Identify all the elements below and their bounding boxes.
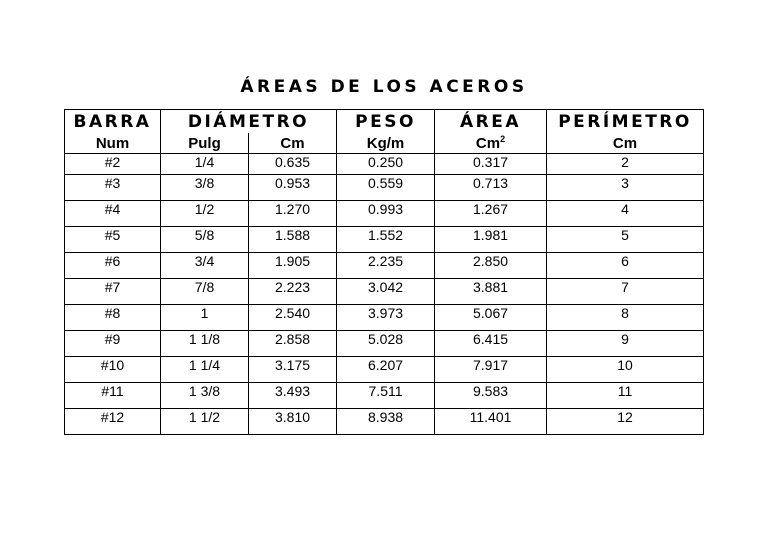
header-perimetro: PERÍMETRO (547, 110, 704, 134)
cell-cm: 0.953 (249, 175, 337, 201)
cell-num: #12 (65, 409, 161, 435)
cell-peso: 0.559 (337, 175, 435, 201)
cell-area: 5.067 (435, 305, 547, 331)
unit-area-base: Cm (475, 134, 501, 152)
group-header-row (65, 110, 704, 134)
cell-pulg: 7/8 (161, 279, 249, 305)
header-peso: PESO (337, 110, 435, 134)
unit-area-exponent: 2 (500, 133, 506, 144)
cell-cm: 2.540 (249, 305, 337, 331)
cell-num: #7 (65, 279, 161, 305)
cell-perimetro: 12 (547, 409, 704, 435)
cell-num: #10 (65, 357, 161, 383)
cell-perimetro: 6 (547, 253, 704, 279)
cell-num: #4 (65, 201, 161, 227)
table-row (65, 201, 704, 227)
cell-cm: 3.810 (249, 409, 337, 435)
unit-cm: Cm (249, 133, 337, 154)
unit-perimetro-cm: Cm (547, 133, 704, 154)
cell-area: 1.981 (435, 227, 547, 253)
table-row (65, 357, 704, 383)
cell-pulg: 1 1/4 (161, 357, 249, 383)
cell-num: #8 (65, 305, 161, 331)
page-title: ÁREAS DE LOS ACEROS (240, 77, 528, 97)
cell-num: #5 (65, 227, 161, 253)
cell-pulg: 1 3/8 (161, 383, 249, 409)
cell-pulg: 1 1/8 (161, 331, 249, 357)
unit-kgm: Kg/m (337, 133, 435, 154)
cell-num: #3 (65, 175, 161, 201)
cell-area: 1.267 (435, 201, 547, 227)
cell-peso: 2.235 (337, 253, 435, 279)
cell-num: #6 (65, 253, 161, 279)
cell-peso: 8.938 (337, 409, 435, 435)
cell-cm: 1.905 (249, 253, 337, 279)
cell-perimetro: 3 (547, 175, 704, 201)
cell-perimetro: 2 (547, 154, 704, 175)
cell-perimetro: 9 (547, 331, 704, 357)
table-row (65, 331, 704, 357)
cell-pulg: 1 (161, 305, 249, 331)
cell-pulg: 3/4 (161, 253, 249, 279)
cell-num: #11 (65, 383, 161, 409)
table-row (65, 409, 704, 435)
cell-area: 9.583 (435, 383, 547, 409)
cell-area: 2.850 (435, 253, 547, 279)
header-barra: BARRA (65, 110, 161, 134)
cell-peso: 0.993 (337, 201, 435, 227)
cell-peso: 5.028 (337, 331, 435, 357)
cell-peso: 7.511 (337, 383, 435, 409)
cell-peso: 6.207 (337, 357, 435, 383)
cell-pulg: 3/8 (161, 175, 249, 201)
cell-pulg: 1/2 (161, 201, 249, 227)
table-row (65, 227, 704, 253)
cell-pulg: 1 1/2 (161, 409, 249, 435)
cell-perimetro: 5 (547, 227, 704, 253)
cell-peso: 1.552 (337, 227, 435, 253)
cell-perimetro: 11 (547, 383, 704, 409)
cell-area: 6.415 (435, 331, 547, 357)
unit-pulg: Pulg (161, 133, 249, 154)
header-area: ÁREA (435, 110, 547, 134)
cell-cm: 3.175 (249, 357, 337, 383)
unit-header-row (65, 133, 704, 154)
cell-pulg: 1/4 (161, 154, 249, 175)
cell-perimetro: 10 (547, 357, 704, 383)
cell-peso: 3.042 (337, 279, 435, 305)
table-row (65, 154, 704, 175)
cell-area: 0.317 (435, 154, 547, 175)
table-row (65, 175, 704, 201)
cell-pulg: 5/8 (161, 227, 249, 253)
unit-area (435, 133, 547, 154)
table-row (65, 253, 704, 279)
cell-num: #9 (65, 331, 161, 357)
cell-num: #2 (65, 154, 161, 175)
cell-perimetro: 8 (547, 305, 704, 331)
cell-perimetro: 4 (547, 201, 704, 227)
table-row (65, 383, 704, 409)
cell-perimetro: 7 (547, 279, 704, 305)
cell-area: 3.881 (435, 279, 547, 305)
cell-cm: 0.635 (249, 154, 337, 175)
cell-cm: 2.223 (249, 279, 337, 305)
cell-cm: 1.270 (249, 201, 337, 227)
unit-num: Num (65, 133, 161, 154)
cell-cm: 3.493 (249, 383, 337, 409)
cell-area: 11.401 (435, 409, 547, 435)
cell-peso: 0.250 (337, 154, 435, 175)
cell-area: 7.917 (435, 357, 547, 383)
cell-peso: 3.973 (337, 305, 435, 331)
table-row (65, 305, 704, 331)
cell-cm: 2.858 (249, 331, 337, 357)
cell-cm: 1.588 (249, 227, 337, 253)
header-diametro: DIÁMETRO (161, 110, 337, 134)
table-row (65, 279, 704, 305)
cell-area: 0.713 (435, 175, 547, 201)
steel-areas-table (64, 109, 704, 435)
